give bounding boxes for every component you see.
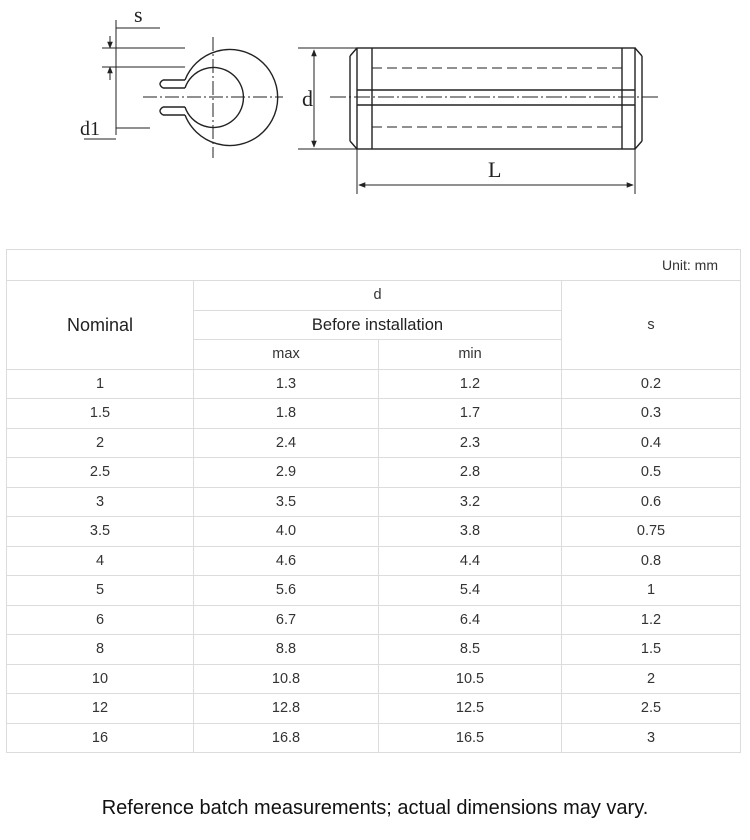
table-row bbox=[7, 369, 741, 399]
pin-technical-drawing bbox=[0, 0, 750, 215]
cell-s: 0.4 bbox=[562, 428, 741, 458]
cell-s: 3 bbox=[562, 723, 741, 753]
cell-min: 4.4 bbox=[379, 546, 562, 576]
unit-label: Unit: mm bbox=[7, 250, 741, 281]
header-before-installation: Before installation bbox=[194, 310, 562, 340]
spec-table bbox=[6, 249, 741, 753]
table-row bbox=[7, 605, 741, 635]
cell-min: 6.4 bbox=[379, 605, 562, 635]
cell-nominal: 1.5 bbox=[7, 399, 194, 429]
header-row-1 bbox=[7, 281, 741, 311]
cell-min: 3.8 bbox=[379, 517, 562, 547]
label-d1: d1 bbox=[80, 118, 100, 140]
cell-s: 0.3 bbox=[562, 399, 741, 429]
cell-s: 0.8 bbox=[562, 546, 741, 576]
cell-min: 2.3 bbox=[379, 428, 562, 458]
cell-s: 1.2 bbox=[562, 605, 741, 635]
label-L: L bbox=[488, 157, 502, 182]
header-nominal: Nominal bbox=[7, 281, 194, 370]
cell-max: 2.4 bbox=[194, 428, 379, 458]
cell-nominal: 2 bbox=[7, 428, 194, 458]
table-row bbox=[7, 664, 741, 694]
cell-min: 8.5 bbox=[379, 635, 562, 665]
table-row bbox=[7, 723, 741, 753]
cell-max: 1.8 bbox=[194, 399, 379, 429]
cell-nominal: 2.5 bbox=[7, 458, 194, 488]
cell-nominal: 4 bbox=[7, 546, 194, 576]
table-row bbox=[7, 576, 741, 606]
header-s: s bbox=[562, 281, 741, 370]
cell-nominal: 8 bbox=[7, 635, 194, 665]
table-row bbox=[7, 546, 741, 576]
cell-max: 12.8 bbox=[194, 694, 379, 724]
cell-nominal: 16 bbox=[7, 723, 194, 753]
table-row bbox=[7, 458, 741, 488]
table-row bbox=[7, 399, 741, 429]
cell-nominal: 5 bbox=[7, 576, 194, 606]
cell-s: 0.6 bbox=[562, 487, 741, 517]
header-d: d bbox=[194, 281, 562, 311]
cell-min: 3.2 bbox=[379, 487, 562, 517]
cell-max: 2.9 bbox=[194, 458, 379, 488]
cell-max: 8.8 bbox=[194, 635, 379, 665]
table-row bbox=[7, 517, 741, 547]
header-min: min bbox=[379, 340, 562, 370]
cell-min: 12.5 bbox=[379, 694, 562, 724]
cell-max: 16.8 bbox=[194, 723, 379, 753]
header-max: max bbox=[194, 340, 379, 370]
cell-min: 1.2 bbox=[379, 369, 562, 399]
label-s: s bbox=[134, 2, 143, 27]
table-row bbox=[7, 635, 741, 665]
cell-min: 16.5 bbox=[379, 723, 562, 753]
side-view-body bbox=[357, 48, 635, 149]
cell-nominal: 12 bbox=[7, 694, 194, 724]
cell-min: 2.8 bbox=[379, 458, 562, 488]
cell-nominal: 10 bbox=[7, 664, 194, 694]
cell-nominal: 6 bbox=[7, 605, 194, 635]
cell-s: 2.5 bbox=[562, 694, 741, 724]
cell-nominal: 3 bbox=[7, 487, 194, 517]
cell-min: 1.7 bbox=[379, 399, 562, 429]
cell-max: 5.6 bbox=[194, 576, 379, 606]
unit-row bbox=[7, 250, 741, 281]
cell-nominal: 3.5 bbox=[7, 517, 194, 547]
cell-min: 5.4 bbox=[379, 576, 562, 606]
cell-max: 4.0 bbox=[194, 517, 379, 547]
cell-max: 3.5 bbox=[194, 487, 379, 517]
cell-s: 0.5 bbox=[562, 458, 741, 488]
cell-min: 10.5 bbox=[379, 664, 562, 694]
cell-max: 6.7 bbox=[194, 605, 379, 635]
cell-s: 0.75 bbox=[562, 517, 741, 547]
cell-nominal: 1 bbox=[7, 369, 194, 399]
label-d: d bbox=[302, 86, 313, 111]
cell-s: 1 bbox=[562, 576, 741, 606]
cell-s: 2 bbox=[562, 664, 741, 694]
table-row bbox=[7, 487, 741, 517]
cell-max: 4.6 bbox=[194, 546, 379, 576]
cell-s: 0.2 bbox=[562, 369, 741, 399]
cell-max: 10.8 bbox=[194, 664, 379, 694]
table-row bbox=[7, 694, 741, 724]
footnote: Reference batch measurements; actual dimensions may vary. bbox=[101, 797, 649, 819]
cell-max: 1.3 bbox=[194, 369, 379, 399]
table-row bbox=[7, 428, 741, 458]
cell-s: 1.5 bbox=[562, 635, 741, 665]
